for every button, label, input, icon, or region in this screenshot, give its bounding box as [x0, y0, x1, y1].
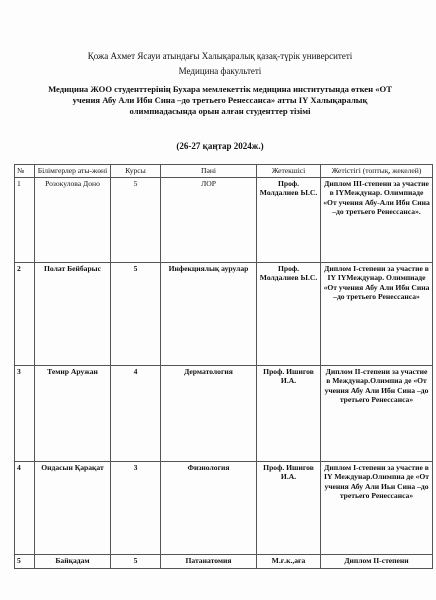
supervisor: Проф. Ишигов И.А.	[257, 365, 321, 461]
subject: ЛОР	[161, 177, 257, 262]
col-header-name: Білімгерлер аты-жөні	[35, 165, 111, 178]
table-row	[15, 461, 433, 554]
achievement: Диплом ІІІ-степени за участие в ІҮМеждунар. Олимпиаде «От учения Абу-Али Ибн Сина –до третьего Ренессанса».	[321, 177, 433, 262]
row-number: 3	[15, 365, 35, 461]
col-header-course: Курсы	[111, 165, 161, 178]
table-header-row	[15, 165, 433, 178]
achievement: Диплом І-степени за участие в ІҮ Междунар.Олимпиа де «От учения Абу Али Иьн Сина –до третьего Ренессанса»	[321, 461, 433, 554]
achievement: Диплом І-степени за участие в ІҮ ІҮМеждунар. Олимпиаде «От учения Абу Али Ибн Сина –до третьего Ренессанса»	[321, 262, 433, 365]
row-number: 1	[15, 177, 35, 262]
students-table	[14, 164, 433, 569]
table-row	[15, 177, 433, 262]
table-row	[15, 365, 433, 461]
col-header-achievement: Жетістігі (топтық, жекелей)	[321, 165, 433, 178]
achievement: Диплом ІІ-степени за участие в Междунар.Олимпиа де «От учения Абу Али Ибн Сина –до третьего Ренессанса»	[321, 365, 433, 461]
achievement: Диплом ІІ-степени	[321, 554, 433, 568]
row-number: 4	[15, 461, 35, 554]
student-name: Розокулова Доно	[35, 177, 111, 262]
course: 4	[111, 365, 161, 461]
supervisor: Проф. Молдалиев Ы.С.	[257, 262, 321, 365]
university-name: Қожа Ахмет Ясауи атындағы Халықаралық қазақ-түрік университеті	[87, 51, 353, 61]
supervisor: Проф. Молдалиев Ы.С.	[257, 177, 321, 262]
subject: Дерматология	[161, 365, 257, 461]
supervisor: Проф. Ишигов И.А.	[257, 461, 321, 554]
subject: Инфекциялық аурулар	[161, 262, 257, 365]
student-name: Байқадам	[35, 554, 111, 568]
row-number: 2	[15, 262, 35, 365]
event-dates: (26-27 қаңтар 2024ж.)	[176, 141, 264, 151]
subject: Физиология	[161, 461, 257, 554]
course: 5	[111, 262, 161, 365]
course: 5	[111, 177, 161, 262]
col-header-subject: Пәні	[161, 165, 257, 178]
supervisor: М.ғ.к.,аға	[257, 554, 321, 568]
student-name: Полат Бейбарыс	[35, 262, 111, 365]
course: 5	[111, 554, 161, 568]
document-title: Медицина ЖОО студенттерінің Бухара мемлекеттік медицина институтында өткен «ОТ учения Абу Али Ибн Сина –до третьего Ренессанса» атты ІҮ Халықаралық олимпиадасында орын алған студенттер тізімі	[48, 84, 392, 116]
col-header-number: №	[15, 165, 35, 178]
subject: Патанатомия	[161, 554, 257, 568]
row-number: 5	[15, 554, 35, 568]
student-name: Темир Аружан	[35, 365, 111, 461]
table-row	[15, 554, 433, 568]
faculty-name: Медицина факультеті	[178, 66, 262, 76]
student-name: Ондасын Қарақат	[35, 461, 111, 554]
col-header-supervisor: Жетекшісі	[257, 165, 321, 178]
table-row	[15, 262, 433, 365]
course: 3	[111, 461, 161, 554]
